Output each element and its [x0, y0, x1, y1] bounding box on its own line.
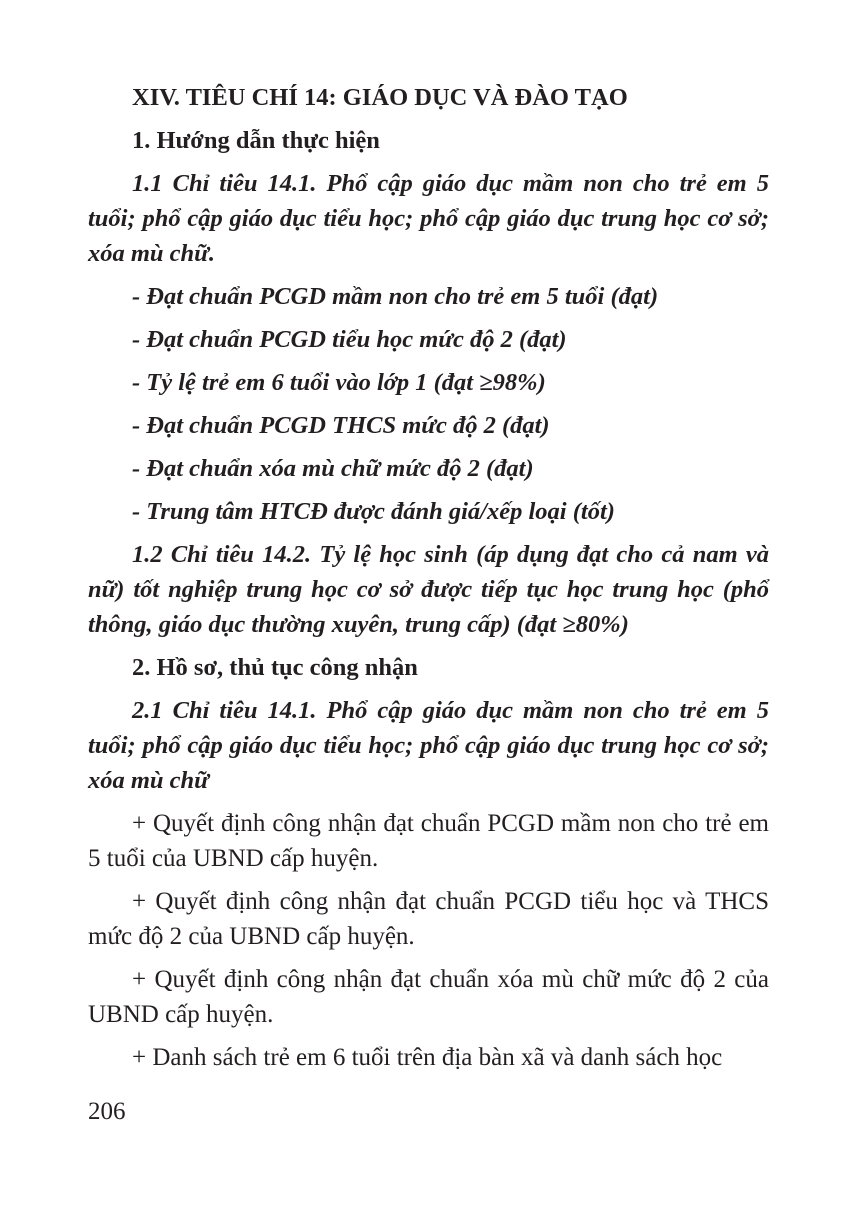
- indicator-14-1-recognition: 2.1 Chỉ tiêu 14.1. Phổ cập giáo dục mầm non cho trẻ em 5 tuổi; phổ cập giáo dục tiểu học; phổ cập giáo dục trung học cơ sở; xóa mù chữ: [88, 697, 769, 794]
- section-title: XIV. TIÊU CHÍ 14: GIÁO DỤC VÀ ĐÀO TẠO: [132, 84, 628, 111]
- criterion-item: - Đạt chuẩn PCGD tiểu học mức độ 2 (đạt): [132, 326, 567, 353]
- document-item: + Danh sách trẻ em 6 tuổi trên địa bàn xã và danh sách học: [132, 1044, 723, 1071]
- document-item: + Quyết định công nhận đạt chuẩn xóa mù chữ mức độ 2 của UBND cấp huyện.: [88, 966, 769, 1028]
- criterion-item: - Đạt chuẩn PCGD THCS mức độ 2 (đạt): [132, 412, 550, 439]
- document-item: + Quyết định công nhận đạt chuẩn PCGD tiểu học và THCS mức độ 2 của UBND cấp huyện.: [88, 888, 769, 950]
- document-page: [88, 80, 769, 1075]
- criterion-item: - Đạt chuẩn PCGD mầm non cho trẻ em 5 tuổi (đạt): [132, 283, 659, 310]
- indicator-14-1-guidance: 1.1 Chỉ tiêu 14.1. Phổ cập giáo dục mầm non cho trẻ em 5 tuổi; phổ cập giáo dục tiểu học; phổ cập giáo dục trung học cơ sở; xóa mù chữ.: [88, 170, 769, 267]
- heading-recognition: 2. Hồ sơ, thủ tục công nhận: [132, 654, 418, 681]
- document-item: + Quyết định công nhận đạt chuẩn PCGD mầm non cho trẻ em 5 tuổi của UBND cấp huyện.: [88, 810, 769, 872]
- criterion-item: - Tỷ lệ trẻ em 6 tuổi vào lớp 1 (đạt ≥98%): [132, 369, 546, 396]
- criterion-item: - Đạt chuẩn xóa mù chữ mức độ 2 (đạt): [132, 455, 534, 482]
- heading-guidance: 1. Hướng dẫn thực hiện: [132, 127, 380, 154]
- page-number: 206: [88, 1098, 126, 1125]
- criterion-item: - Trung tâm HTCĐ được đánh giá/xếp loại (tốt): [132, 498, 615, 525]
- indicator-14-2-guidance: 1.2 Chỉ tiêu 14.2. Tỷ lệ học sinh (áp dụng đạt cho cả nam và nữ) tốt nghiệp trung học cơ sở được tiếp tục học trung học (phổ thông, giáo dục thường xuyên, trung cấp) (đạt ≥80%): [88, 541, 769, 638]
